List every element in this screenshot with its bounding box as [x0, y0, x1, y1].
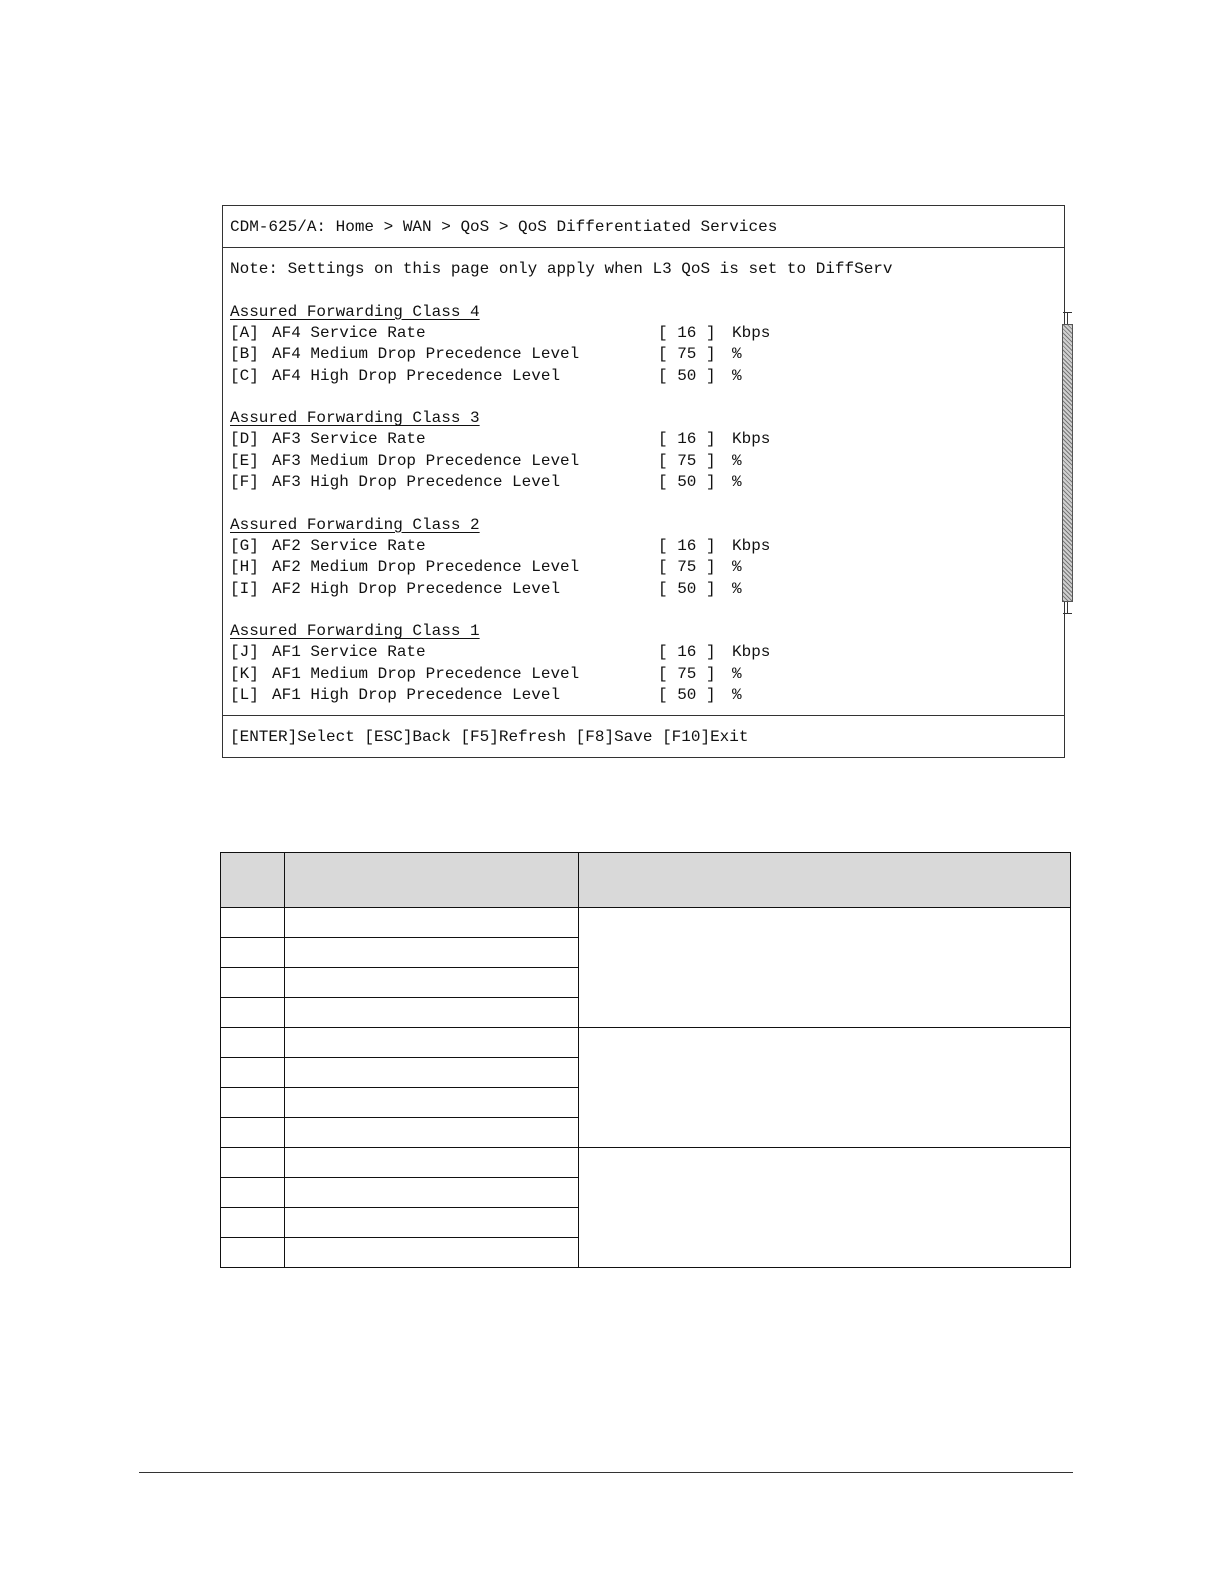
option-value: [ 75 ] — [658, 558, 716, 577]
menu-option[interactable] — [230, 685, 742, 706]
table-cell — [221, 1058, 285, 1088]
note-text: Note: Settings on this page only apply when L3 QoS is set to DiffServ — [230, 260, 893, 278]
terminal-body — [223, 248, 1064, 716]
header-cell-description — [579, 853, 1071, 908]
section-heading-text: Assured Forwarding Class 2 — [230, 515, 480, 534]
option-key: [D] — [230, 430, 259, 449]
option-key: [F] — [230, 473, 259, 491]
option-unit: % — [732, 451, 742, 470]
option-value: [ 16 ] — [658, 536, 716, 555]
table-header-row — [221, 853, 1071, 908]
option-unit: % — [732, 579, 742, 598]
table-cell — [221, 1028, 285, 1058]
table-cell-merged — [579, 1028, 1071, 1148]
menu-option[interactable] — [230, 642, 770, 663]
option-key: [B] — [230, 345, 259, 364]
section-heading-text: Assured Forwarding Class 1 — [230, 622, 480, 641]
option-key: [H] — [230, 558, 259, 577]
table-cell — [285, 938, 579, 968]
scrollbar[interactable] — [1061, 312, 1075, 614]
menu-option[interactable] — [230, 429, 770, 450]
menu-option[interactable] — [230, 344, 742, 365]
option-label: AF4 Service Rate — [272, 323, 426, 342]
scrollbar-bottom-cap — [1063, 613, 1072, 614]
option-label: AF4 High Drop Precedence Level — [272, 366, 561, 385]
section-heading — [230, 408, 480, 429]
option-label: AF3 Service Rate — [272, 430, 426, 449]
table-cell — [221, 1238, 285, 1268]
section-heading — [230, 515, 480, 536]
option-unit: Kbps — [732, 430, 771, 449]
option-unit: % — [732, 686, 742, 704]
parameter-table — [220, 852, 1071, 1268]
option-value: [ 16 ] — [658, 430, 716, 449]
section-heading-text: Assured Forwarding Class 3 — [230, 409, 480, 428]
option-value: [ 16 ] — [658, 643, 716, 662]
option-key: [C] — [230, 366, 259, 385]
option-key: [G] — [230, 536, 259, 555]
menu-option[interactable] — [230, 366, 742, 387]
option-key: [E] — [230, 451, 259, 470]
option-unit: Kbps — [732, 643, 771, 662]
option-key: [A] — [230, 323, 259, 342]
option-key: [K] — [230, 664, 259, 683]
menu-option[interactable] — [230, 451, 742, 472]
table-row — [221, 908, 1071, 938]
option-value: [ 75 ] — [658, 345, 716, 364]
table-cell — [221, 908, 285, 938]
breadcrumb: CDM-625/A: Home > WAN > QoS > QoS Differentiated Services — [223, 206, 1064, 248]
option-key: [I] — [230, 579, 259, 598]
table-cell — [285, 1058, 579, 1088]
option-unit: % — [732, 664, 742, 683]
option-label: AF2 Service Rate — [272, 536, 426, 555]
key-help-footer: [ENTER]Select [ESC]Back [F5]Refresh [F8]Save [F10]Exit — [223, 715, 1064, 757]
option-unit: % — [732, 345, 742, 364]
table-cell — [285, 1148, 579, 1178]
table-cell — [285, 1178, 579, 1208]
option-label: AF2 High Drop Precedence Level — [272, 579, 561, 598]
option-unit: Kbps — [732, 323, 771, 342]
table-cell — [285, 908, 579, 938]
option-value: [ 75 ] — [658, 664, 716, 683]
option-unit: % — [732, 366, 742, 385]
option-unit: % — [732, 558, 742, 577]
menu-option[interactable] — [230, 536, 770, 557]
option-label: AF1 High Drop Precedence Level — [272, 686, 561, 704]
scrollbar-top-cap — [1063, 312, 1072, 313]
option-unit: % — [732, 473, 742, 491]
option-value: [ 75 ] — [658, 451, 716, 470]
header-cell-selection — [221, 853, 285, 908]
table-cell — [285, 1238, 579, 1268]
table-cell — [221, 968, 285, 998]
terminal-window — [222, 205, 1065, 758]
section-heading — [230, 302, 480, 323]
table-cell — [285, 1028, 579, 1058]
table-cell — [285, 998, 579, 1028]
option-label: AF4 Medium Drop Precedence Level — [272, 345, 580, 364]
table-cell — [221, 1118, 285, 1148]
table-cell — [221, 1148, 285, 1178]
table-row — [221, 1148, 1071, 1178]
table-cell — [221, 1208, 285, 1238]
menu-option[interactable] — [230, 664, 742, 685]
option-label: AF3 Medium Drop Precedence Level — [272, 451, 580, 470]
table-cell — [221, 938, 285, 968]
scrollbar-thumb[interactable] — [1062, 324, 1073, 602]
table-cell — [285, 1118, 579, 1148]
table-cell — [221, 1088, 285, 1118]
table-cell — [221, 998, 285, 1028]
section-heading — [230, 621, 480, 642]
option-unit: Kbps — [732, 536, 771, 555]
table-cell — [221, 1178, 285, 1208]
option-label: AF1 Medium Drop Precedence Level — [272, 664, 580, 683]
page-footer-rule — [139, 1472, 1073, 1473]
table-cell-merged — [579, 1148, 1071, 1268]
option-value: [ 50 ] — [658, 473, 716, 491]
option-key: [L] — [230, 686, 259, 704]
option-value: [ 50 ] — [658, 366, 716, 385]
option-label: AF1 Service Rate — [272, 643, 426, 662]
menu-option[interactable] — [230, 557, 742, 578]
menu-option[interactable] — [230, 472, 742, 493]
menu-option[interactable] — [230, 579, 742, 600]
option-key: [J] — [230, 643, 259, 662]
option-value: [ 50 ] — [658, 579, 716, 598]
header-cell-parameter — [285, 853, 579, 908]
option-label: AF2 Medium Drop Precedence Level — [272, 558, 580, 577]
option-value: [ 50 ] — [658, 686, 716, 704]
table-cell-merged — [579, 908, 1071, 1028]
table-row — [221, 1028, 1071, 1058]
table-cell — [285, 1208, 579, 1238]
option-label: AF3 High Drop Precedence Level — [272, 473, 561, 491]
menu-option[interactable] — [230, 323, 770, 344]
table-cell — [285, 1088, 579, 1118]
option-value: [ 16 ] — [658, 323, 716, 342]
section-heading-text: Assured Forwarding Class 4 — [230, 302, 480, 321]
table-cell — [285, 968, 579, 998]
